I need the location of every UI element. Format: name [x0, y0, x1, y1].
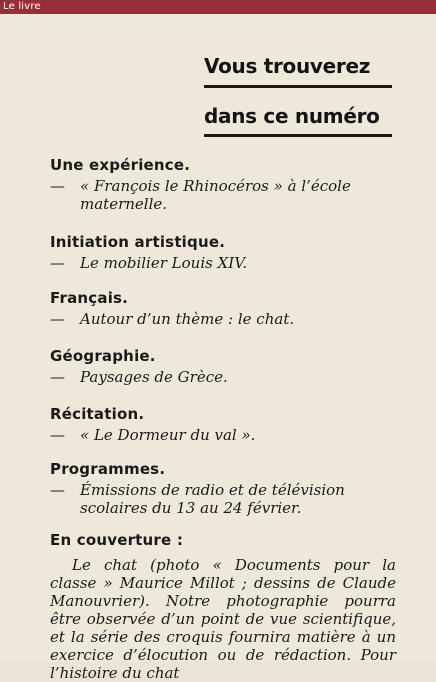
section-entry: [50, 426, 400, 444]
toc-section: [50, 346, 400, 404]
top-color-band: [0, 0, 436, 14]
table-of-contents: [50, 155, 400, 682]
cover-title: En couverture :: [50, 531, 184, 549]
heading-rule-2: [204, 134, 392, 137]
section-title: Géographie.: [50, 347, 156, 365]
section-title: Une expérience.: [50, 156, 191, 174]
toc-section: [50, 459, 400, 530]
section-title: Initiation artistique.: [50, 233, 226, 251]
toc-section: [50, 404, 400, 459]
toc-section: [50, 232, 400, 288]
heading-rule-1: [204, 85, 392, 88]
section-entry: [50, 254, 400, 272]
section-entry: [50, 368, 400, 386]
entry-dash: —: [50, 254, 65, 272]
section-entry: [50, 177, 400, 213]
entry-text: Autour d’un thème : le chat.: [80, 310, 295, 328]
entry-dash: —: [50, 481, 65, 499]
entry-dash: —: [50, 177, 65, 195]
cover-text: Le chat (photo « Documents pour la classe » Maurice Millot ; dessins de Claude Manouvrier). Notre photographie pourra être observée d’un point de vue scientifique, et la série des croquis fournira matière à un exercice d’élocution ou de rédaction. Pour l’histoire du chat: [50, 556, 396, 682]
entry-text: « François le Rhinocéros » à l’école maternelle.: [80, 177, 351, 213]
magazine-page: [0, 14, 436, 682]
entry-dash: —: [50, 310, 65, 328]
watermark: Le livre: [3, 1, 41, 12]
entry-text: Émissions de radio et de télévision scolaires du 13 au 24 février.: [80, 481, 345, 517]
toc-section: [50, 288, 400, 346]
section-title: Récitation.: [50, 405, 145, 423]
cover-section: [50, 530, 400, 682]
heading-line-1: Vous trouverez: [204, 54, 371, 78]
section-title: Français.: [50, 289, 129, 307]
entry-dash: —: [50, 368, 65, 386]
entry-dash: —: [50, 426, 65, 444]
section-title: Programmes.: [50, 460, 166, 478]
section-entry: [50, 310, 400, 328]
entry-text: Paysages de Grèce.: [80, 368, 228, 386]
entry-text: Le mobilier Louis XIV.: [80, 254, 248, 272]
section-entry: [50, 481, 400, 517]
entry-text: « Le Dormeur du val ».: [80, 426, 256, 444]
toc-section: [50, 155, 400, 232]
heading-line-2: dans ce numéro: [204, 104, 380, 128]
